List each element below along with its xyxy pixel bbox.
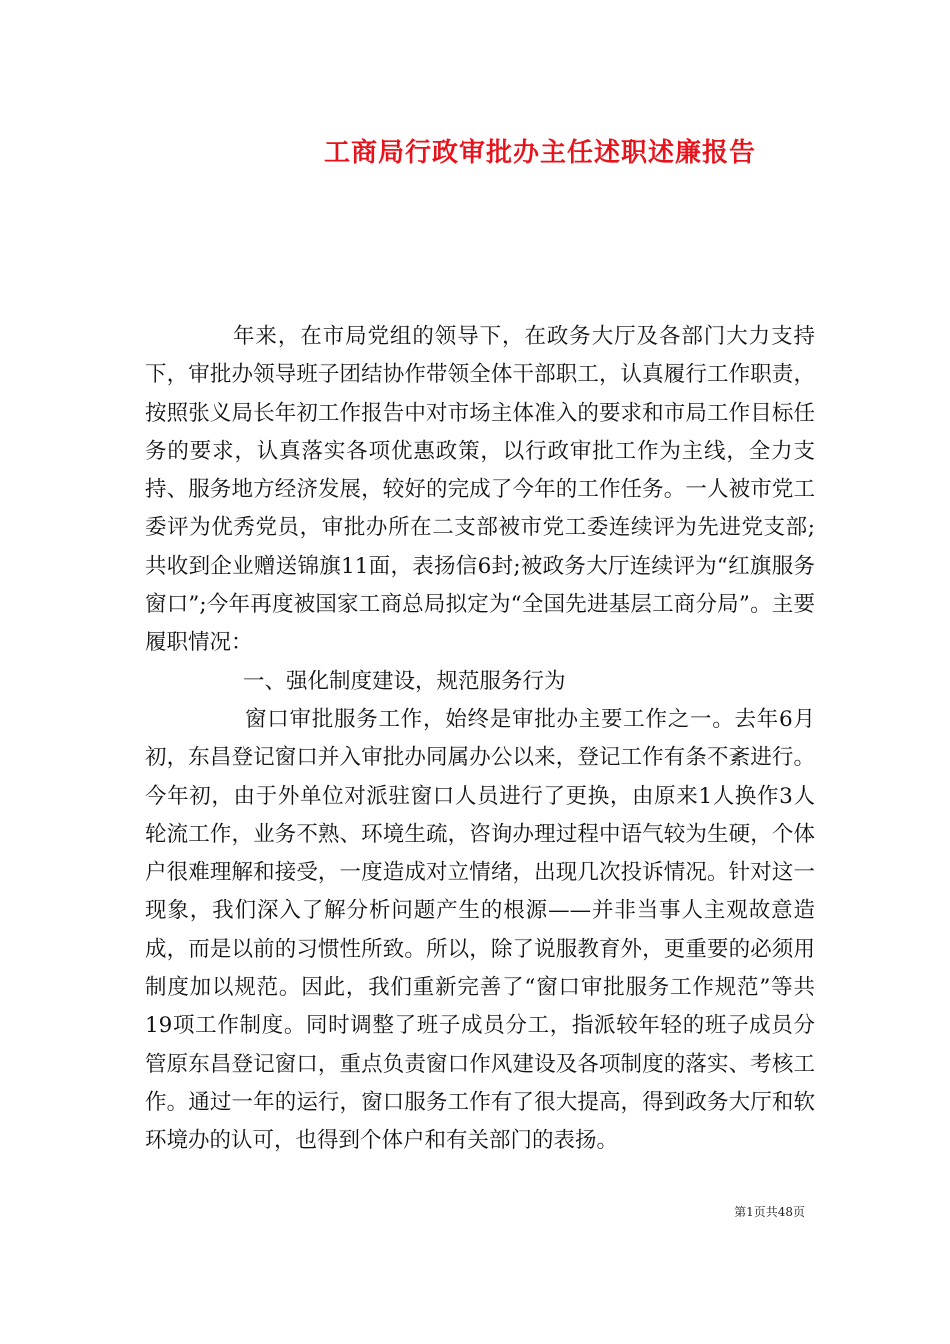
document-body [145, 318, 815, 1161]
document-title: 工商局行政审批办主任述职述廉报告 [323, 138, 756, 168]
section-paragraph: 窗口审批服务工作，始终是审批办主要工作之一。去年6月初，东昌登记窗口并入审批办同属办公以来，登记工作有条不紊进行。今年初，由于外单位对派驻窗口人员进行了更换，由原来1人换作3人轮流工作，业务不熟、环境生疏，咨询办理过程中语气较为生硬，个体户很难理解和接受，一度造成对立情绪，出现几次投诉情况。针对这一现象，我们深入了解分析问题产生的根源——并非当事人主观故意造成，而是以前的习惯性所致。所以，除了说服教育外，更重要的必须用制度加以规范。因此，我们重新完善了“窗口审批服务工作规范”等共19项工作制度。同时调整了班子成员分工，指派较年轻的班子成员分管原东昌登记窗口，重点负责窗口作风建设及各项制度的落实、考核工作。通过一年的运行，窗口服务工作有了很大提高，得到政务大厅和软环境办的认可，也得到个体户和有关部门的表扬。 [145, 706, 815, 1154]
page-number: 第1页共48页 [734, 1205, 805, 1219]
intro-paragraph: 年来，在市局党组的领导下，在政务大厅及各部门大力支持下，审批办领导班子团结协作带领全体干部职工，认真履行工作职责，按照张义局长年初工作报告中对市场主体准入的要求和市局工作目标任务的要求，认真落实各项优惠政策，以行政审批工作为主线，全力支持、服务地方经济发展，较好的完成了今年的工作任务。一人被市党工委评为优秀党员，审批办所在二支部被市党工委连续评为先进党支部;共收到企业赠送锦旗11面，表扬信6封;被政务大厅连续评为“红旗服务窗口”;今年再度被国家工商总局拟定为“全国先进基层工商分局”。主要履职情况： [145, 324, 815, 656]
section-heading: 一、强化制度建设，规范服务行为 [243, 668, 566, 694]
